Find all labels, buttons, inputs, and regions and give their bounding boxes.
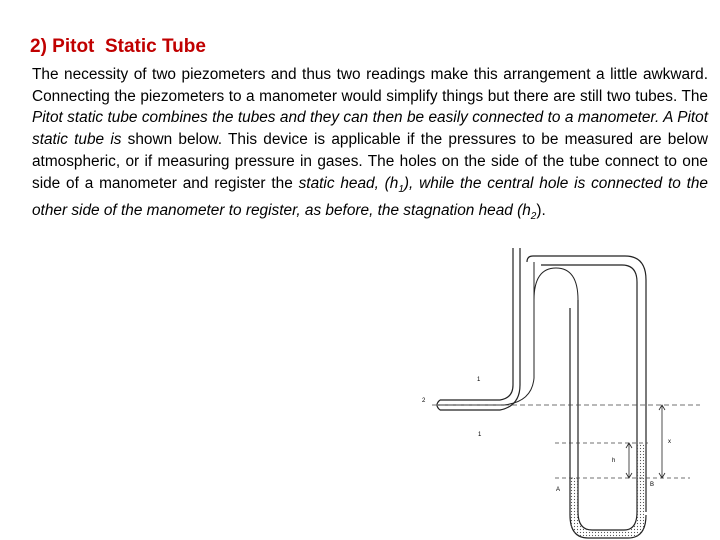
manometer-left-inner <box>578 268 620 512</box>
static-connection-inner <box>541 265 637 512</box>
label-B: B <box>650 482 655 488</box>
stagnation-head-subscript: 2 <box>530 211 537 223</box>
label-upper-1: 1 <box>477 377 481 383</box>
slide-title: 2) Pitot Static Tube <box>30 36 206 57</box>
manometer-left-outer <box>570 308 646 538</box>
manometer-u-inner <box>578 300 637 530</box>
para-text-2: shown below. This device is applicable if the pressures to be measured are below atmospheric, or if measuring pressure in gases. The holes on the side of the tube connect to one side of a manometer and register the <box>32 131 709 192</box>
manometer-fluid-right <box>637 443 646 516</box>
manometer-fluid-left <box>570 478 578 516</box>
stagnation-head-text: ), while the central hole is connected to the other side of the manometer to register, as before, the stagnation head (h <box>32 174 708 220</box>
manometer-top-loop <box>534 268 578 300</box>
label-x: x <box>668 439 671 445</box>
para-text-1: The necessity of two piezometers and thus two readings make this arrangement a little awkward. Connecting the piezometers to a manometer would simplify things but there are still two tubes. The <box>32 66 708 105</box>
static-head-subscript: 1 <box>398 183 404 195</box>
label-lower-1: 1 <box>478 432 482 438</box>
static-connection-outer <box>527 256 646 512</box>
manometer-fluid-bottom <box>570 516 646 538</box>
label-A: A <box>556 487 561 493</box>
inner-tube <box>440 248 520 410</box>
static-head-text: static head, (h <box>298 174 399 192</box>
label-h: h <box>612 458 616 464</box>
label-point-2: 2 <box>422 398 426 404</box>
para-italic-1: Pitot static tube combines the tubes and they can then be easily connected to a manometer. A Pitot static tube is <box>32 109 708 149</box>
para-text-end: ). <box>536 202 546 220</box>
